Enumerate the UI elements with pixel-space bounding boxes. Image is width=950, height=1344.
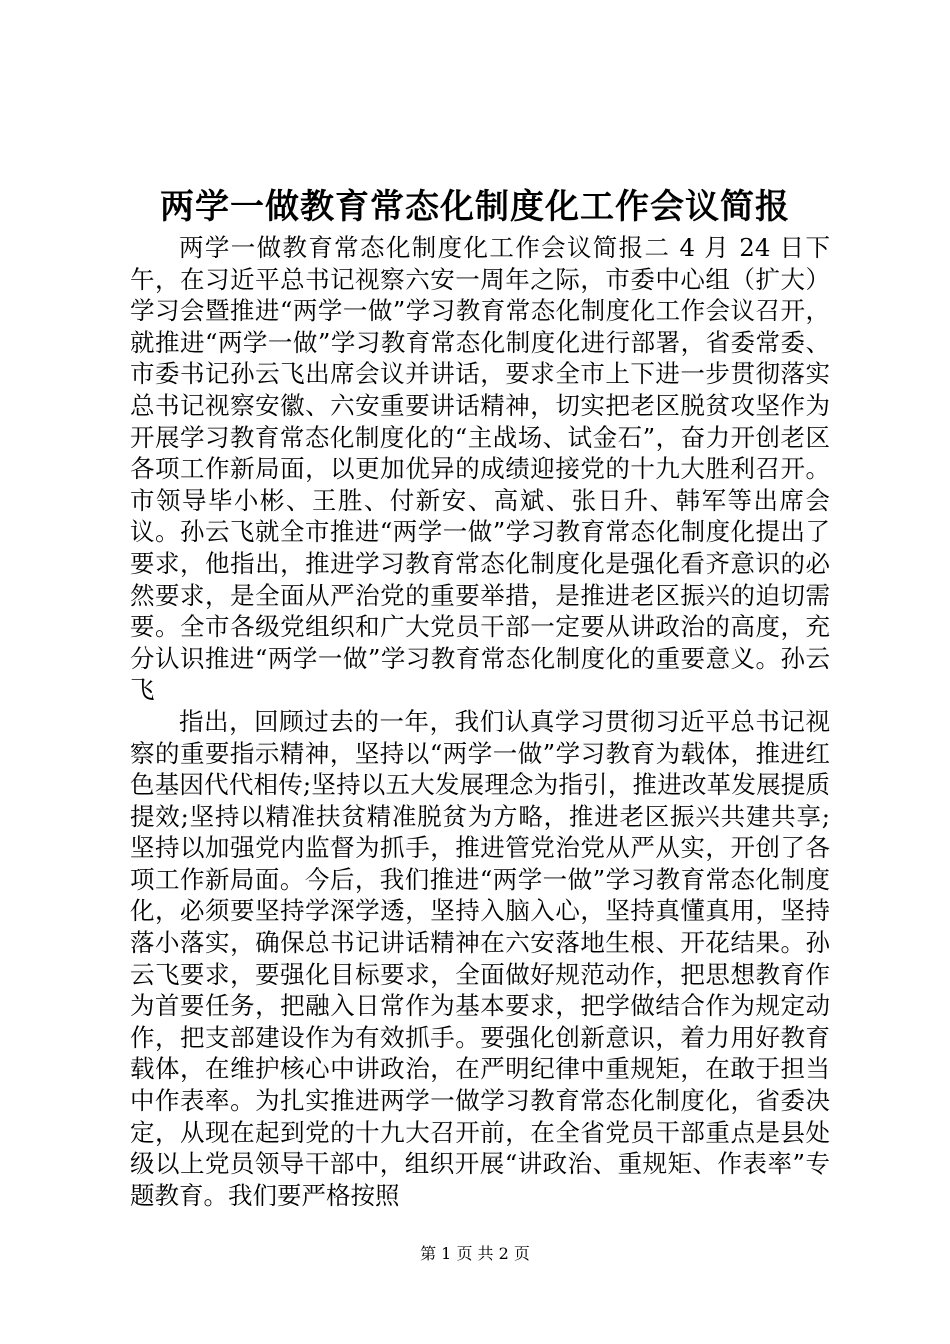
document-body <box>130 232 830 1211</box>
page-title: 两学一做教育常态化制度化工作会议简报 <box>160 187 790 227</box>
paragraph-1: 两学一做教育常态化制度化工作会议简报二 4 月 24 日下午，在习近平总书记视察六安一周年之际，市委中心组（扩大）学习会暨推进“两学一做”学习教育常态化制度化工作会议召开，就推进“两学一做”学习教育常态化制度化进行部署，省委常委、市委书记孙云飞出席会议并讲话，要求全市上下进一步贯彻落实总书记视察安徽、六安重要讲话精神，切实把老区脱贫攻坚作为开展学习教育常态化制度化的“主战场、试金石”，奋力开创老区各项工作新局面，以更加优异的成绩迎接党的十九大胜利召开。市领导毕小彬、王胜、付新安、高斌、张日升、韩军等出席会议。孙云飞就全市推进“两学一做”学习教育常态化制度化提出了要求，他指出，推进学习教育常态化制度化是强化看齐意识的必然要求，是全面从严治党的重要举措，是推进老区振兴的迫切需要。全市各级党组织和广大党员干部一定要从讲政治的高度，充分认识推进“两学一做”学习教育常态化制度化的重要意义。孙云飞 <box>130 233 830 705</box>
paragraph-2: 指出，回顾过去的一年，我们认真学习贯彻习近平总书记视察的重要指示精神，坚持以“两学一做”学习教育为载体，推进红色基因代代相传;坚持以五大发展理念为指引，推进改革发展提质提效;坚持以精准扶贫精准脱贫为方略，推进老区振兴共建共享;坚持以加强党内监督为抓手，推进管党治党从严从实，开创了各项工作新局面。今后，我们推进“两学一做”学习教育常态化制度化，必须要坚持学深学透，坚持入脑入心，坚持真懂真用，坚持落小落实，确保总书记讲话精神在六安落地生根、开花结果。孙云飞要求，要强化目标要求，全面做好规范动作，把思想教育作为首要任务，把融入日常作为基本要求，把学做结合作为规定动作，把支部建设作为有效抓手。要强化创新意识，着力用好教育载体，在维护核心中讲政治，在严明纪律中重规矩，在敢于担当中作表率。为扎实推进两学一做学习教育常态化制度化，省委决定，从现在起到党的十九大召开前，在全省党员干部重点是县处级以上党员领导干部中，组织开展“讲政治、重规矩、作表率”专题教育。我们要严格按照 <box>130 706 830 1210</box>
page-footer: 第 1 页 共 2 页 <box>420 1244 530 1263</box>
